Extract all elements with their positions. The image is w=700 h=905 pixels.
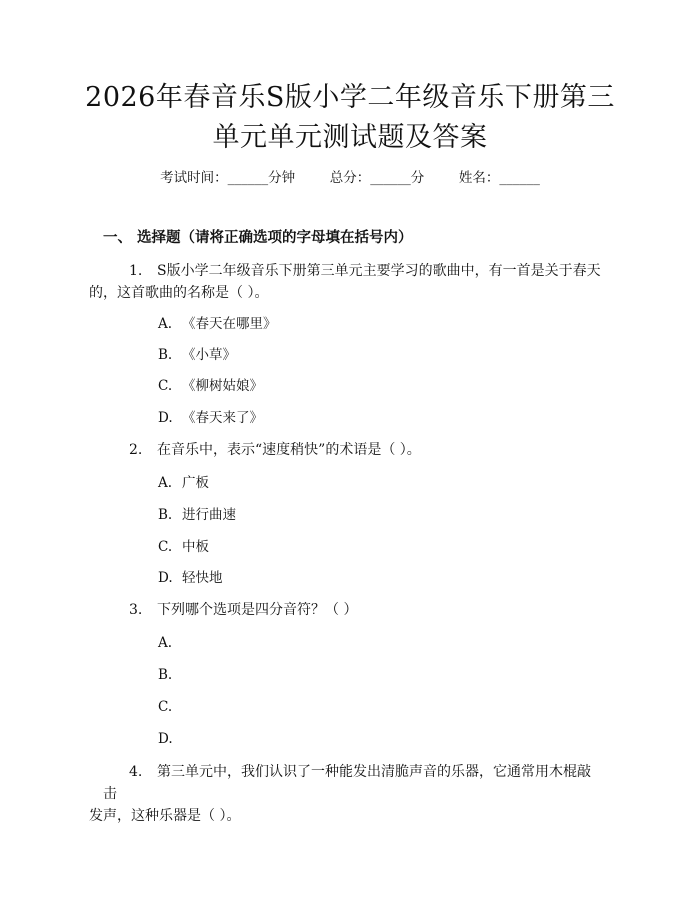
option-text: 《春天在哪里》 — [182, 316, 277, 332]
option-letter: A. — [158, 475, 173, 491]
time-blank: ______ — [227, 170, 269, 186]
option-text: 广板 — [182, 475, 209, 491]
question-number: 4. — [129, 764, 143, 780]
exam-title — [70, 78, 630, 158]
option-letter: C. — [158, 378, 173, 394]
option-letter: B. — [158, 507, 173, 523]
score-blank: ______ — [370, 170, 411, 186]
option-letter: A. — [158, 635, 173, 651]
time-label: 考试时间： — [160, 170, 228, 186]
exam-meta — [0, 168, 700, 188]
option-text: 《柳树姑娘》 — [182, 378, 263, 394]
question-3 — [103, 599, 603, 621]
option-d — [158, 568, 223, 588]
option-letter: B. — [158, 347, 173, 363]
title-line-2: 单元单元测试题及答案 — [212, 122, 488, 153]
question-text-continued: 发声，这种乐器是（ ）。 — [89, 808, 241, 824]
section-number: 一、 — [103, 229, 132, 246]
option-a — [158, 473, 209, 493]
option-letter: D. — [158, 731, 173, 747]
option-letter: C. — [158, 699, 173, 715]
question-text: 第三单元中，我们认识了一种能发出清脆声音的乐器，它通常用木棍敲击 — [103, 764, 591, 802]
option-text: 进行曲速 — [182, 507, 236, 523]
option-letter: B. — [158, 667, 173, 683]
time-unit: 分钟 — [268, 170, 296, 186]
option-d — [158, 729, 182, 749]
question-text: 在音乐中，表示“速度稍快”的术语是（ ）。 — [157, 442, 421, 458]
option-b — [158, 345, 236, 365]
option-a — [158, 633, 182, 653]
question-1 — [89, 260, 603, 304]
option-text: 《小草》 — [182, 347, 236, 363]
option-c — [158, 376, 263, 396]
option-a — [158, 314, 277, 334]
score-label: 总分： — [329, 170, 371, 186]
option-d — [158, 408, 263, 428]
title-line-1: 2026年春音乐S版小学二年级音乐下册第三 — [85, 82, 615, 113]
score-unit: 分 — [410, 170, 425, 186]
section-title: 选择题（请将正确选项的字母填在括号内） — [137, 229, 413, 246]
option-text: 轻快地 — [182, 570, 223, 586]
question-number: 1. — [129, 263, 143, 279]
option-text: 《春天来了》 — [182, 410, 263, 426]
option-letter: C. — [158, 539, 173, 555]
option-c — [158, 697, 182, 717]
option-letter: D. — [158, 410, 173, 426]
question-number: 2. — [129, 442, 143, 458]
question-2 — [103, 439, 603, 461]
question-text: S版小学二年级音乐下册第三单元主要学习的歌曲中，有一首是关于春天 — [157, 263, 601, 279]
option-text: 中板 — [182, 539, 209, 555]
option-b — [158, 505, 236, 525]
question-text: 下列哪个选项是四分音符？（ ） — [157, 602, 358, 618]
option-b — [158, 665, 182, 685]
section-heading — [103, 228, 413, 248]
question-text-continued: 的，这首歌曲的名称是（ ）。 — [89, 285, 269, 301]
name-label: 姓名： — [458, 170, 500, 186]
question-4 — [89, 761, 603, 827]
option-letter: D. — [158, 570, 173, 586]
option-c — [158, 537, 209, 557]
name-blank: ______ — [499, 170, 540, 186]
question-number: 3. — [129, 602, 143, 618]
option-letter: A. — [158, 316, 173, 332]
